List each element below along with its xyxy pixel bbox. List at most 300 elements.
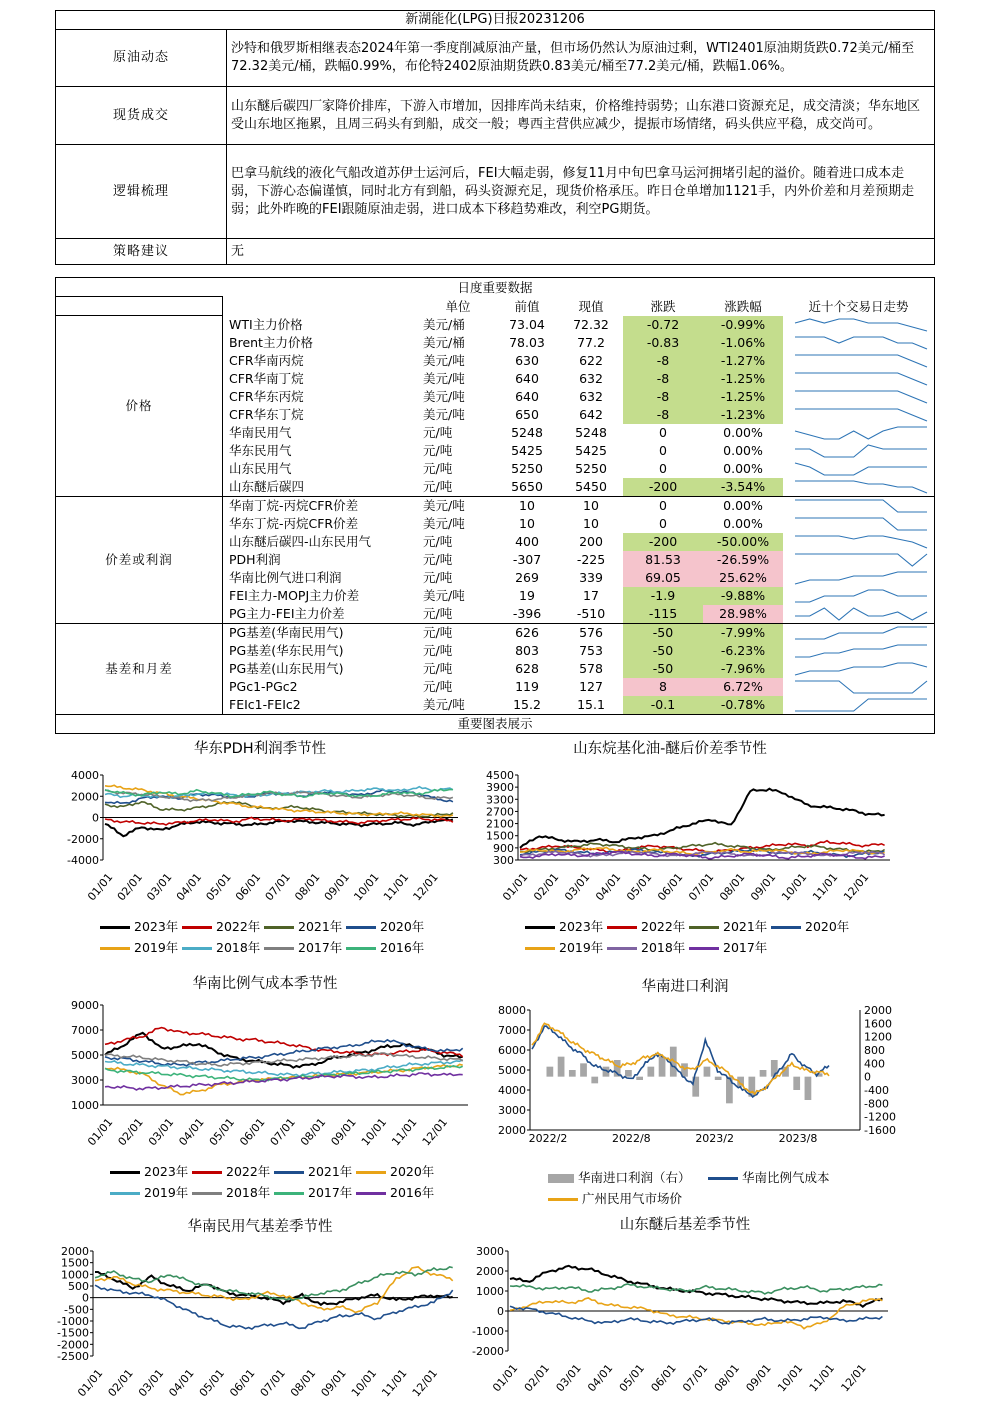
sparkline xyxy=(795,391,927,403)
bar xyxy=(715,1077,722,1080)
legend-label: 2021年 xyxy=(308,1164,353,1179)
x-tick-label: 02/01 xyxy=(105,1366,136,1400)
legend-swatch xyxy=(182,926,212,929)
trend-sparkline xyxy=(783,388,935,406)
unit-cell: 元/吨 xyxy=(423,679,453,694)
trend-sparkline xyxy=(783,442,935,460)
column-header: 单位 xyxy=(445,298,471,314)
current-value: 5248 xyxy=(575,425,607,440)
legend-item xyxy=(346,917,424,935)
change-pct: -1.06% xyxy=(703,334,783,352)
unit-cell: 美元/吨 xyxy=(423,353,465,368)
table-row xyxy=(56,623,935,642)
x-tick-label: 01/01 xyxy=(75,1366,106,1400)
legend-label: 2016年 xyxy=(390,1185,435,1200)
legend-label: 2023年 xyxy=(559,919,604,934)
current-value: 339 xyxy=(579,570,603,585)
legend-swatch xyxy=(346,947,376,950)
y2-tick-label: -400 xyxy=(864,1084,889,1097)
change-value: -200 xyxy=(623,533,703,551)
legend-swatch xyxy=(100,926,130,929)
series-line xyxy=(105,1028,463,1057)
change-value: -50 xyxy=(623,623,703,642)
x-tick-label: 03/01 xyxy=(135,1366,167,1400)
legend-label: 2023年 xyxy=(134,919,179,934)
change-pct: -0.78% xyxy=(703,696,783,715)
legend-item xyxy=(525,938,603,956)
legend-item xyxy=(264,917,342,935)
y2-tick-label: -800 xyxy=(864,1097,889,1111)
item-name: PDH利润 xyxy=(229,552,281,567)
unit-cell: 元/吨 xyxy=(423,643,453,658)
change-value: 8 xyxy=(623,678,703,696)
current-value: 200 xyxy=(579,534,603,549)
change-pct: -1.25% xyxy=(703,370,783,388)
series-line xyxy=(105,1060,463,1077)
change-value: -0.72 xyxy=(623,316,703,334)
section-title: 日度重要数据 xyxy=(56,278,935,297)
sparkline xyxy=(795,699,927,711)
item-name: PG基差(华南民用气) xyxy=(229,625,344,640)
prev-value: 119 xyxy=(515,679,539,694)
column-header: 涨跌幅 xyxy=(724,298,762,314)
item-name: 山东醚后碳四-山东民用气 xyxy=(229,534,372,549)
x-tick-label: 2022/2 xyxy=(528,1132,568,1145)
legend-item xyxy=(192,1162,270,1180)
x-tick-label: 02/01 xyxy=(521,1361,553,1395)
legend-item xyxy=(689,917,767,935)
sparkline xyxy=(795,319,927,331)
y-tick-label: -1000 xyxy=(57,1315,89,1328)
x-tick-label: 10/01 xyxy=(351,870,382,904)
commentary-text: 山东醚后碳四厂家降价排库，下游入市增加，因排库尚未结束，价格维持弱势；山东港口资源充足，成交清淡；华东地区受山东地区拖累，且周三码头有到船，成交一般；粤西主营供应减少，提振市场情绪，码头供应平稳，成交尚可。 xyxy=(227,87,935,145)
change-pct: 0.00% xyxy=(723,461,763,476)
y-tick-label: -2500 xyxy=(57,1350,89,1363)
y2-tick-label: 2000 xyxy=(864,1004,892,1017)
legend-item xyxy=(771,917,849,935)
legend-item xyxy=(264,938,342,956)
commentary-text: 沙特和俄罗斯相继表态2024年第一季度削减原油产量，但市场仍然认为原油过剩，WTI2401原油期货跌0.72美元/桶至72.32美元/桶，跌幅0.99%，布伦特2402原油期货跌0.83美元/桶至77.2美元/桶，跌幅1.06%。 xyxy=(227,30,935,87)
legend-swatch xyxy=(689,947,719,950)
unit-cell: 美元/吨 xyxy=(421,696,495,715)
x-tick-label: 08/01 xyxy=(298,1115,329,1149)
legend-swatch xyxy=(607,926,637,929)
change-value: 0 xyxy=(659,498,667,513)
header-blank xyxy=(56,297,223,316)
sparkline xyxy=(795,572,927,584)
y-tick-label: 8000 xyxy=(498,1004,526,1017)
trend-sparkline xyxy=(783,334,935,352)
x-tick-label: 11/01 xyxy=(379,1366,410,1400)
series-line xyxy=(532,1023,829,1094)
legend-swatch xyxy=(110,1192,140,1195)
legend-swatch xyxy=(192,1192,222,1195)
y-tick-label: -4000 xyxy=(67,854,99,867)
x-tick-label: 11/01 xyxy=(810,870,841,904)
prev-value: 650 xyxy=(515,407,539,422)
commentary-text: 巴拿马航线的液化气船改道苏伊士运河后，FEI大幅走弱，修复11月中旬巴拿马运河拥堵引起的溢价。随着进口成本走弱，下游心态偏谨慎，同时北方有到船，码头资源充足，现货价格承压。昨日仓单增加1121手，内外价差和月差预期走弱；此外昨晚的FEI跟随原油走弱，进口成本下移趋势难改，利空PG期货。 xyxy=(227,145,935,239)
legend-item xyxy=(110,1162,188,1180)
chart-title: 华南比例气成本季节性 xyxy=(192,976,338,992)
y-tick-label: 3300 xyxy=(486,793,514,807)
y-tick-label: 3000 xyxy=(476,1245,504,1258)
change-pct: 25.62% xyxy=(703,569,783,587)
change-value: -1.9 xyxy=(623,587,703,605)
legend-label: 广州民用气市场价 xyxy=(582,1191,683,1206)
current-value: 15.1 xyxy=(559,696,623,715)
legend-label: 2019年 xyxy=(144,1185,189,1200)
sparkline xyxy=(795,337,927,349)
legend-item xyxy=(548,1189,682,1207)
current-value: 17 xyxy=(583,588,599,603)
x-tick-label: 05/01 xyxy=(206,1115,238,1149)
group-label: 价格 xyxy=(56,316,223,497)
unit-cell: 元/吨 xyxy=(423,461,453,476)
bar xyxy=(591,1077,598,1084)
column-header: 涨跌 xyxy=(650,298,676,314)
current-value: 622 xyxy=(579,353,603,368)
item-name: FEI主力-MOPJ主力价差 xyxy=(229,588,360,603)
x-tick-label: 12/01 xyxy=(410,870,441,904)
trend-sparkline xyxy=(783,370,935,388)
change-pct: 0.00% xyxy=(723,498,763,513)
change-pct: 0.00% xyxy=(723,443,763,458)
x-tick-label: 04/01 xyxy=(593,870,624,904)
commentary-label: 策略建议 xyxy=(56,239,227,265)
current-value: 77.2 xyxy=(577,335,605,350)
bar xyxy=(558,1057,565,1077)
change-pct: 0.00% xyxy=(723,516,763,531)
x-tick-label: 05/01 xyxy=(203,870,234,904)
legend-item xyxy=(548,1168,691,1186)
current-value: 127 xyxy=(579,679,603,694)
change-value: -8 xyxy=(623,406,703,424)
x-tick-label: 01/01 xyxy=(500,870,531,904)
current-value: -225 xyxy=(576,552,606,567)
item-name: PG主力-FEI主力价差 xyxy=(223,605,422,624)
chart-legend xyxy=(110,1162,490,1204)
x-tick-label: 06/01 xyxy=(237,1115,268,1149)
change-value: -8 xyxy=(623,352,703,370)
trend-sparkline xyxy=(783,406,935,424)
legend-label: 2019年 xyxy=(559,940,604,955)
chart-legend xyxy=(100,917,480,959)
sparkline xyxy=(795,627,927,639)
item-name: PGc1-PGc2 xyxy=(229,679,298,694)
legend-item xyxy=(110,1183,188,1201)
legend-label: 2018年 xyxy=(226,1185,271,1200)
x-tick-label: 04/01 xyxy=(176,1115,207,1149)
x-tick-label: 05/01 xyxy=(624,870,655,904)
change-pct: -0.99% xyxy=(703,316,783,334)
prev-value: 400 xyxy=(515,534,539,549)
y2-tick-label: -1200 xyxy=(864,1110,896,1124)
trend-sparkline xyxy=(783,605,935,624)
x-tick-label: 11/01 xyxy=(389,1115,420,1149)
legend-item xyxy=(346,938,424,956)
unit-cell: 美元/吨 xyxy=(423,389,465,404)
change-pct: -7.96% xyxy=(703,660,783,678)
legend-label: 2023年 xyxy=(144,1164,189,1179)
x-tick-label: 02/01 xyxy=(115,1115,146,1149)
x-tick-label: 07/01 xyxy=(257,1366,288,1400)
prev-value: 803 xyxy=(515,643,539,658)
y-tick-label: 2000 xyxy=(476,1265,504,1278)
x-tick-label: 04/01 xyxy=(585,1361,616,1395)
chart-legend xyxy=(548,1168,868,1210)
column-header: 前值 xyxy=(514,298,540,314)
chart-svg xyxy=(45,1243,465,1423)
legend-swatch xyxy=(356,1192,386,1195)
trend-sparkline xyxy=(783,623,935,642)
item-name: 华南比例气进口利润 xyxy=(229,570,342,585)
legend-swatch xyxy=(110,1171,140,1174)
bar xyxy=(805,1077,812,1100)
legend-swatch xyxy=(274,1192,304,1195)
column-header: 近十个交易日走势 xyxy=(783,297,935,316)
unit-cell: 美元/吨 xyxy=(423,516,465,531)
trend-sparkline xyxy=(783,551,935,569)
change-pct: 28.98% xyxy=(703,605,783,624)
trend-sparkline xyxy=(783,678,935,696)
unit-cell: 元/吨 xyxy=(423,625,453,640)
change-pct: -50.00% xyxy=(703,533,783,551)
trend-sparkline xyxy=(783,642,935,660)
y-tick-label: -500 xyxy=(64,1303,89,1317)
item-name: 华东民用气 xyxy=(229,443,292,458)
current-value: 5250 xyxy=(575,461,607,476)
prev-value: 5650 xyxy=(495,478,559,497)
chart-svg xyxy=(470,765,900,935)
legend-swatch xyxy=(708,1177,738,1180)
y-tick-label: 500 xyxy=(68,1280,89,1293)
item-name: CFR华东丙烷 xyxy=(229,389,304,404)
prev-value: -307 xyxy=(512,552,542,567)
legend-swatch xyxy=(356,1171,386,1174)
current-value: 5425 xyxy=(575,443,607,458)
x-tick-label: 02/01 xyxy=(531,870,562,904)
group-label: 基差和月差 xyxy=(56,623,223,714)
sparkline xyxy=(795,518,927,530)
bar xyxy=(569,1070,576,1077)
current-value: 10 xyxy=(583,498,599,513)
current-value: -510 xyxy=(559,605,623,624)
x-tick-label: 12/01 xyxy=(841,870,872,904)
y-tick-label: -2000 xyxy=(67,832,99,846)
y-tick-label: 900 xyxy=(493,841,514,855)
y-tick-label: 300 xyxy=(493,854,514,867)
prev-value: 5425 xyxy=(511,443,543,458)
legend-swatch xyxy=(607,947,637,950)
bar xyxy=(580,1063,587,1076)
legend-item xyxy=(182,917,260,935)
y-tick-label: 4000 xyxy=(71,769,99,782)
change-value: -50 xyxy=(623,642,703,660)
legend-swatch xyxy=(525,926,555,929)
change-pct: -9.88% xyxy=(703,587,783,605)
table-row xyxy=(56,316,935,334)
prev-value: -396 xyxy=(495,605,559,624)
x-tick-label: 08/01 xyxy=(292,870,323,904)
prev-value: 640 xyxy=(515,371,539,386)
y-tick-label: -1000 xyxy=(472,1325,504,1338)
prev-value: 78.03 xyxy=(509,335,545,350)
change-pct: -7.99% xyxy=(703,623,783,642)
y-tick-label: 1000 xyxy=(71,1099,99,1112)
change-value: 69.05 xyxy=(623,569,703,587)
unit-cell: 美元/吨 xyxy=(423,407,465,422)
chart-title: 山东醚后基差季节性 xyxy=(619,1217,751,1233)
unit-cell: 元/吨 xyxy=(423,443,453,458)
sparkline xyxy=(795,373,927,385)
y-tick-label: 3900 xyxy=(486,781,514,795)
legend-swatch xyxy=(548,1174,574,1183)
prev-value: 19 xyxy=(519,588,535,603)
series-line xyxy=(95,1285,453,1329)
sparkline xyxy=(795,554,927,566)
legend-item xyxy=(100,938,178,956)
item-name: Brent主力价格 xyxy=(229,335,313,350)
x-tick-label: 2023/2 xyxy=(695,1132,735,1145)
item-name: CFR华南丁烷 xyxy=(229,371,304,386)
trend-sparkline xyxy=(783,660,935,678)
prev-value: 628 xyxy=(515,661,539,676)
sparkline xyxy=(795,663,927,675)
unit-cell: 元/吨 xyxy=(421,478,495,497)
bar xyxy=(793,1077,800,1090)
prev-value: 626 xyxy=(515,625,539,640)
trend-sparkline xyxy=(783,352,935,370)
series-line xyxy=(532,1026,829,1097)
legend-item xyxy=(182,938,260,956)
legend-item xyxy=(274,1183,352,1201)
prev-value: 630 xyxy=(515,353,539,368)
legend-label: 2022年 xyxy=(216,919,261,934)
legend-item xyxy=(356,1162,434,1180)
item-name: PG基差(华东民用气) xyxy=(229,643,344,658)
item-name: 华南民用气 xyxy=(229,425,292,440)
x-tick-label: 05/01 xyxy=(616,1361,648,1395)
x-tick-label: 07/01 xyxy=(262,870,293,904)
legend-label: 2021年 xyxy=(298,919,343,934)
item-name: 华东丁烷-丙烷CFR价差 xyxy=(229,516,359,531)
chart-title: 华东PDH利润季节性 xyxy=(193,741,327,757)
y-tick-label: 1500 xyxy=(61,1256,89,1270)
legend-label: 华南进口利润（右） xyxy=(578,1170,691,1185)
legend-item xyxy=(525,917,603,935)
sparkline xyxy=(795,409,927,421)
charts-section-title: 重要图表展示 xyxy=(56,714,935,733)
current-value: 10 xyxy=(583,516,599,531)
y-tick-label: 3000 xyxy=(498,1104,526,1117)
bar xyxy=(704,1067,711,1077)
legend-label: 2017年 xyxy=(298,940,343,955)
x-tick-label: 09/01 xyxy=(328,1115,359,1149)
change-pct: -1.25% xyxy=(703,388,783,406)
series-line xyxy=(95,1272,453,1305)
bar xyxy=(547,1067,554,1077)
unit-cell: 美元/桶 xyxy=(423,317,465,332)
change-value: 0 xyxy=(659,443,667,458)
trend-sparkline xyxy=(783,460,935,478)
legend-label: 2019年 xyxy=(134,940,179,955)
unit-cell: 元/吨 xyxy=(423,552,453,567)
legend-item xyxy=(356,1183,434,1201)
item-name: 华南丁烷-丙烷CFR价差 xyxy=(229,498,359,513)
x-tick-label: 07/01 xyxy=(680,1361,711,1395)
chart-svg xyxy=(55,997,475,1177)
trend-sparkline xyxy=(783,515,935,533)
sparkline xyxy=(795,463,927,475)
y2-tick-label: 800 xyxy=(864,1044,885,1057)
x-tick-label: 06/01 xyxy=(655,870,686,904)
change-value: -8 xyxy=(623,388,703,406)
unit-cell: 元/吨 xyxy=(421,605,495,624)
x-tick-label: 01/01 xyxy=(85,1115,116,1149)
y-tick-label: -2000 xyxy=(472,1345,504,1358)
trend-sparkline xyxy=(783,316,935,334)
legend-item xyxy=(607,917,685,935)
change-value: -8 xyxy=(623,370,703,388)
change-value: 0 xyxy=(659,425,667,440)
series-line xyxy=(105,819,453,836)
bar xyxy=(625,1070,632,1077)
x-tick-label: 10/01 xyxy=(775,1361,806,1395)
y-tick-label: 6000 xyxy=(498,1044,526,1057)
change-pct: -1.23% xyxy=(703,406,783,424)
change-value: -0.83 xyxy=(623,334,703,352)
bar xyxy=(659,1057,666,1077)
legend-swatch xyxy=(548,1198,578,1201)
x-tick-label: 07/01 xyxy=(267,1115,298,1149)
legend-label: 2022年 xyxy=(226,1164,271,1179)
x-tick-label: 11/01 xyxy=(806,1361,838,1395)
x-tick-label: 01/01 xyxy=(490,1361,521,1395)
unit-cell: 元/吨 xyxy=(423,570,453,585)
x-tick-label: 04/01 xyxy=(166,1366,197,1400)
current-value: 642 xyxy=(579,407,603,422)
change-pct: -26.59% xyxy=(703,551,783,569)
y-tick-label: 9000 xyxy=(71,999,99,1012)
unit-cell: 元/吨 xyxy=(423,661,453,676)
y-tick-label: 0 xyxy=(82,1291,89,1305)
legend-label: 2018年 xyxy=(216,940,261,955)
unit-cell: 美元/吨 xyxy=(423,498,465,513)
x-tick-label: 09/01 xyxy=(318,1366,349,1400)
y-tick-label: 2700 xyxy=(486,805,514,819)
legend-swatch xyxy=(182,947,212,950)
item-name: CFR华东丁烷 xyxy=(229,407,304,422)
item-name: 山东民用气 xyxy=(229,461,292,476)
legend-swatch xyxy=(525,947,555,950)
legend-item xyxy=(607,938,685,956)
x-tick-label: 02/01 xyxy=(114,870,146,904)
y2-tick-label: 1200 xyxy=(864,1030,892,1044)
legend-swatch xyxy=(274,1171,304,1174)
trend-sparkline xyxy=(783,424,935,442)
sparkline xyxy=(795,590,927,602)
y-tick-label: 4500 xyxy=(486,769,514,782)
prev-value: 10 xyxy=(519,498,535,513)
legend-label: 2018年 xyxy=(641,940,686,955)
legend-swatch xyxy=(689,926,719,929)
y2-tick-label: 400 xyxy=(864,1057,885,1071)
sparkline xyxy=(795,500,927,512)
y-tick-label: 2000 xyxy=(498,1124,526,1137)
x-tick-label: 12/01 xyxy=(419,1115,451,1149)
unit-cell: 美元/桶 xyxy=(423,335,465,350)
item-name: FEIc1-FEIc2 xyxy=(223,696,422,715)
